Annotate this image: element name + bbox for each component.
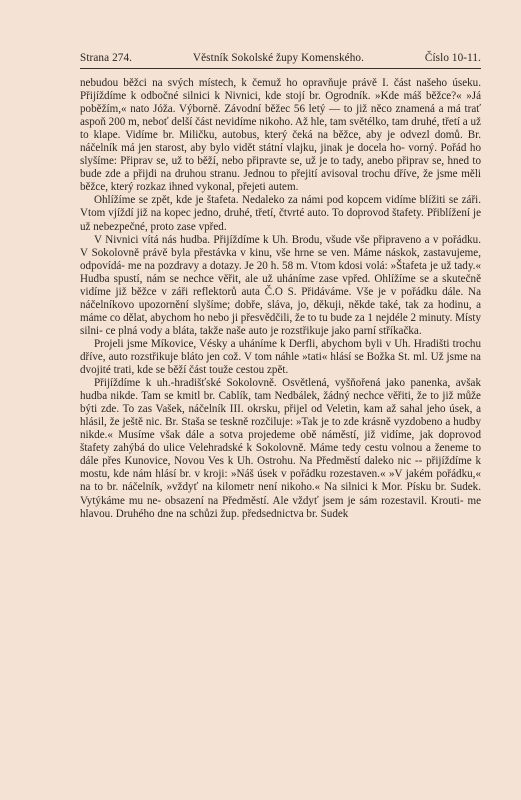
paragraph-3: V Nivnici vítá nás hudba. Přijíždíme k Uh. Brodu, všude vše připraveno a v pořádku. V Sokolovně právě byla přestávka v kinu, vše hrne se ven. Máme náskok, zastavujeme, odpovídá- me na pozdravy a dotazy. Je 20 h. 58 m. Vtom kdosi volá: »Štafeta je už tady.« Hudba spustí, nám se nechce věřit, ale už uháníme zase vpřed. Ohlížíme se a skutečně vidíme již běžce v záři reflektorů auta Č.O S. Přidáváme. Vše je v pořádku dále. Na náčelníkovo upozornění slyšíme; dobře, sláva, jo, děkuji, někde také, tak za hodinu, a máme co dělat, abychom ho nebo ji přesvědčili, že to tu bude za 1 nejdéle 2 minuty. Místy silni- ce plná vody a bláta, takže naše auto je rozstřikuje jako parní stříkačka. [80, 233, 482, 337]
running-header [80, 52, 481, 64]
paragraph-4: Projeli jsme Míkovice, Vésky a uháníme k Derfli, abychom byli v Uh. Hradišti trochu dříve, auto rozstřikuje bláto jen což. V tom náhle »tati« hlásí se Božka St. ml. Už jsme na dvojité trati, kde se běží část touže cestou zpět. [80, 337, 481, 377]
article-body [80, 77, 481, 521]
page-number: Strana 274. [80, 52, 133, 64]
journal-title: Věstník Sokolské župy Komenského. [192, 52, 365, 64]
paragraph-2: Ohlížíme se zpět, kde je štafeta. Nedaleko za námi pod kopcem vidíme blížiti se záři. Vtom vjíždí již na kopec jedno, druhé, třetí, čtvrté auto. To doprovod štafety. Přiblížení je už nebezpečné, proto zase vpřed. [80, 194, 481, 233]
paragraph-5: Přijíždíme k uh.-hradišťské Sokolovně. Osvětlená, vyšňořená jako panenka, avšak hudba nikde. Tam se kmitl br. Cablík, tam Nedbálek, žádný nechce věřiti, že to již může býti zde. To zas Vašek, náčelník III. okrsku, přijel od Veletin, kam až sahal jeho úsek, a hlásil, že ještě nic. Br. Staša se teskně rozčiluje: »Tak je to zde krásně vyzdobeno a hudby nikde.« Musíme však dále a sotva projedeme obě náměstí, již vidíme, jak doprovod štafety zahýbá do ulice Velehradské k Sokolovně. Máme tedy cestu volnou a ženeme to dále přes Kunovice, Novou Ves k Uh. Ostrohu. Na Předměstí daleko nic -- přijíždíme k mostu, kde nám hlásí br. v kroji: »Náš úsek v pořádku rozestaven.« »V jakém pořádku,« na to br. náčelník, »vždyť na kilometr není nikoho.« Na silnici k Mor. Písku br. Sudek. Vytýkáme mu ne- obsazení na Předměstí. Ale vždyť jsem je sám rozestavil. Krouti- me hlavou. Druhého dne na schůzi žup. předsednictva br. Sudek [80, 377, 481, 520]
paragraph-1: nebudou běžci na svých místech, k čemuž ho opravňuje právě I. část našeho úseku. Přijíždíme k odbočné silnici k Nivnici, kde stojí br. Ogrodník. »Kde máš běžce?« »Já poběžím,« nato Jóža. Výborně. Závodní běžec 56 letý — to již něco znamená a má trať aspoň 200 m, neboť delší část nevidíme nikoho. Až hle, tam světélko, tam druhé, třetí a už to klape. Vidíme br. Miličku, autobus, který čeká na běžce, aby je odvezl domů. Br. náčelník má jen starost, aby bylo vidět státní vlajku, jinak je docela ho- vorný. Pořád ho slyšíme: Připrav se, už to běží, nebo připravte se, už je to tady, anebo připrav se, hned to bude zde a přijdi na druhou stranu. Jednou to přejití avisoval trochu dříve, že jsme měli běžce, který rozkaz ihned vykonal, přejeti autem. [80, 77, 481, 194]
header-rule [80, 68, 481, 69]
issue-number: Číslo 10-11. [424, 52, 481, 64]
